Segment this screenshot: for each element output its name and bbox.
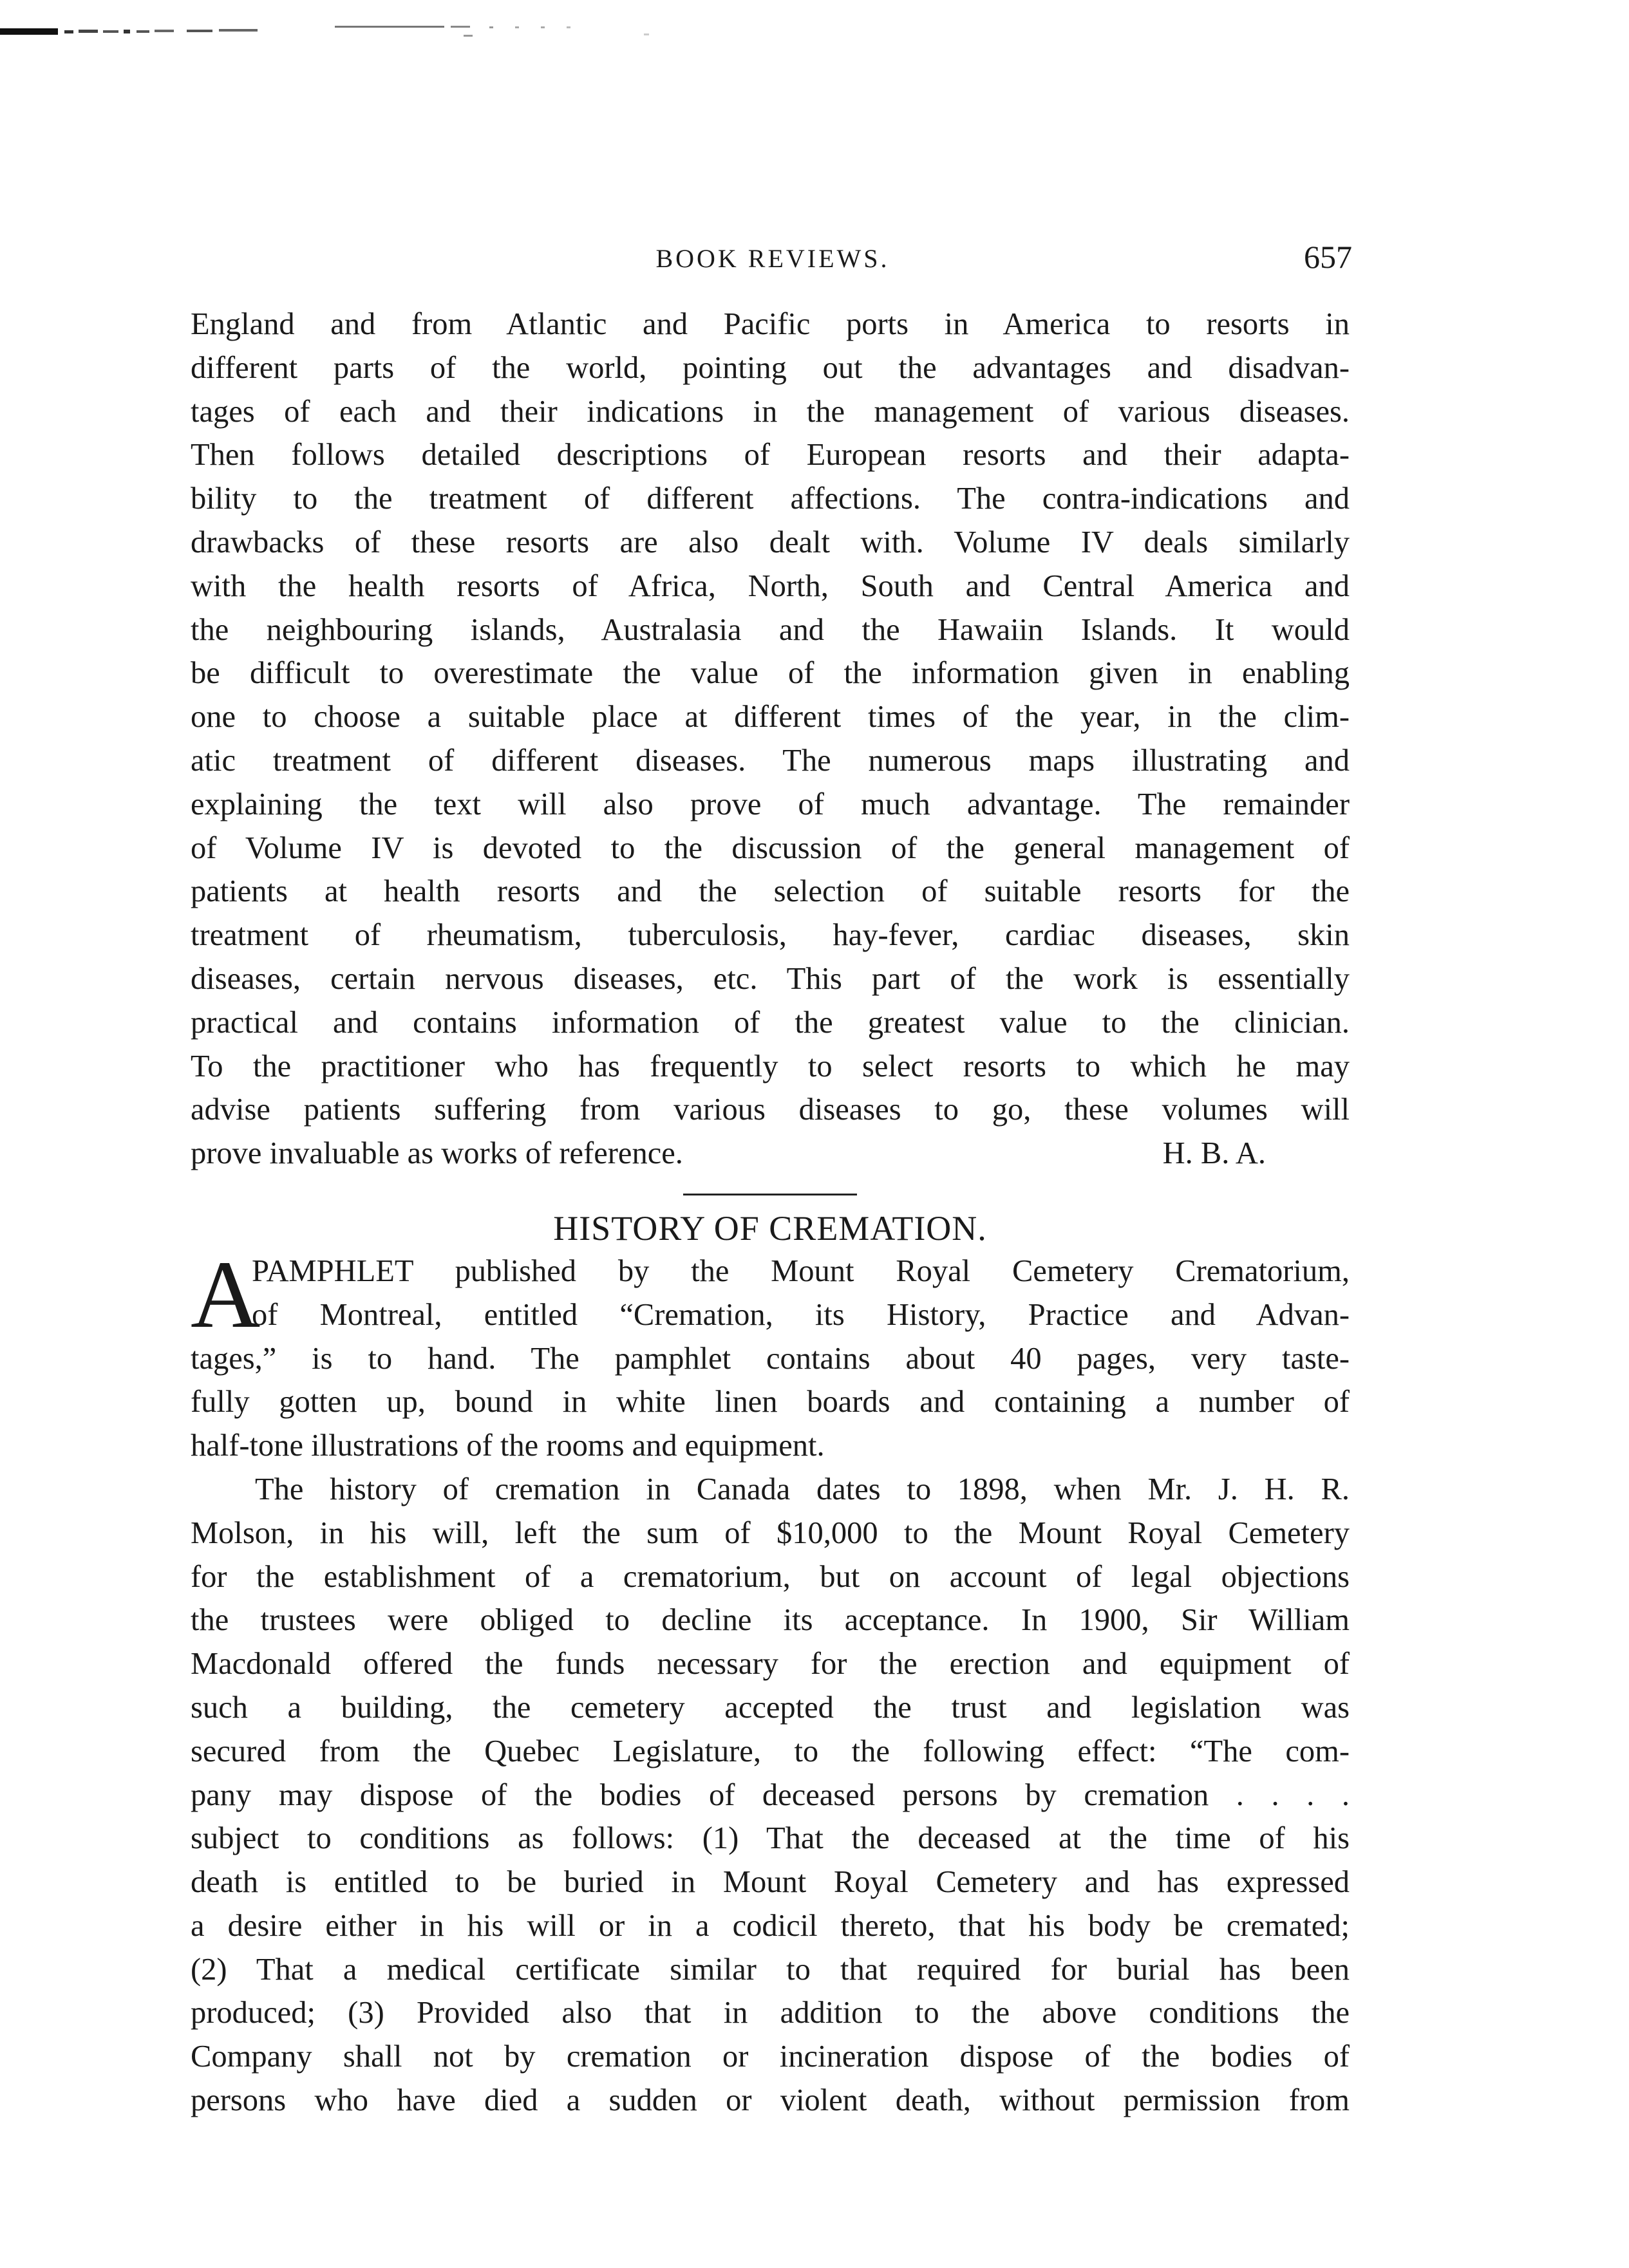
text-line: Then follows detailed descriptions of European resorts and their adapta- bbox=[191, 438, 1350, 473]
text-line: treatment of rheumatism, tuberculosis, hay-fever, cardiac diseases, skin bbox=[191, 918, 1350, 953]
scan-artifact-marks bbox=[0, 23, 721, 39]
text-line: PAMPHLET published by the Mount Royal Cemetery Crematorium, bbox=[252, 1253, 1350, 1288]
text-line: fully gotten up, bound in white linen boards and containing a number of bbox=[191, 1385, 1350, 1420]
text-line: Company shall not by cremation or incineration dispose of the bodies of bbox=[191, 2039, 1350, 2074]
text-line: England and from Atlantic and Pacific ports in America to resorts in bbox=[191, 307, 1350, 341]
text-line: To the practitioner who has frequently to select resorts to which he may bbox=[191, 1049, 1350, 1083]
text-line: Molson, in his will, left the sum of $10,000 to the Mount Royal Cemetery bbox=[191, 1515, 1350, 1550]
text-line: prove invaluable as works of reference. bbox=[191, 1136, 683, 1171]
text-line: (2) That a medical certificate similar to that required for burial has been bbox=[191, 1952, 1350, 1987]
text-line: Macdonald offered the funds necessary for the erection and equipment of bbox=[191, 1647, 1350, 1682]
running-title: BOOK REVIEWS. bbox=[655, 244, 890, 273]
text-line: half-tone illustrations of the rooms and equipment. bbox=[191, 1429, 825, 1463]
text-line: persons who have died a sudden or violent death, without permission from bbox=[191, 2083, 1350, 2118]
text-line: practical and contains information of the greatest value to the clinician. bbox=[191, 1005, 1350, 1040]
running-head bbox=[193, 238, 1352, 277]
text-line: subject to conditions as follows: (1) That the deceased at the time of his bbox=[191, 1821, 1350, 1856]
text-line: the trustees were obliged to decline its acceptance. In 1900, Sir William bbox=[191, 1603, 1350, 1638]
text-line: of Volume IV is devoted to the discussion of the general management of bbox=[191, 830, 1350, 865]
text-column bbox=[191, 303, 1350, 2123]
section-title: HISTORY OF CREMATION. bbox=[553, 1208, 987, 1248]
text-line: secured from the Quebec Legislature, to the following effect: “The com- bbox=[191, 1734, 1350, 1768]
review-closing-line bbox=[191, 1132, 1350, 1176]
drop-cap: A bbox=[191, 1241, 261, 1348]
text-line: with the health resorts of Africa, North, South and Central America and bbox=[191, 568, 1350, 603]
text-line: atic treatment of different diseases. The numerous maps illustrating and bbox=[191, 743, 1350, 778]
text-line: bility to the treatment of different affections. The contra-indications and bbox=[191, 482, 1350, 516]
text-line: be difficult to overestimate the value of the information given in enabling bbox=[191, 656, 1350, 691]
text-line: advise patients suffering from various diseases to go, these volumes will bbox=[191, 1092, 1350, 1127]
text-line: different parts of the world, pointing out the advantages and disadvan- bbox=[191, 350, 1350, 385]
text-line: a desire either in his will or in a codicil thereto, that his body be cremated; bbox=[191, 1908, 1350, 1943]
text-line: such a building, the cemetery accepted the trust and legislation was bbox=[191, 1690, 1350, 1725]
text-line: for the establishment of a crematorium, but on account of legal objections bbox=[191, 1559, 1350, 1594]
history-paragraph bbox=[191, 1468, 1350, 2123]
text-line: patients at health resorts and the selection of suitable resorts for the bbox=[191, 874, 1350, 909]
text-line: tages of each and their indications in the management of various diseases. bbox=[191, 394, 1350, 429]
opening-paragraph-continued bbox=[191, 1337, 1350, 1468]
section-divider bbox=[683, 1194, 857, 1195]
text-line: explaining the text will also prove of much advantage. The remainder bbox=[191, 787, 1350, 821]
opening-paragraph bbox=[191, 1241, 1350, 1348]
reviewer-signature: H. B. A. bbox=[1162, 1136, 1266, 1171]
text-line: tages,” is to hand. The pamphlet contains about 40 pages, very taste- bbox=[191, 1341, 1350, 1376]
text-line: diseases, certain nervous diseases, etc. This part of the work is essentially bbox=[191, 961, 1350, 996]
text-line: produced; (3) Provided also that in addition to the above conditions the bbox=[191, 1996, 1350, 2030]
text-line: The history of cremation in Canada dates to 1898, when Mr. J. H. R. bbox=[255, 1472, 1350, 1506]
text-line: death is entitled to be buried in Mount Royal Cemetery and has expressed bbox=[191, 1865, 1350, 1900]
text-line: one to choose a suitable place at different times of the year, in the clim- bbox=[191, 700, 1350, 735]
review-paragraph bbox=[191, 303, 1350, 1176]
text-line: of Montreal, entitled “Cremation, its History, Practice and Advan- bbox=[252, 1297, 1350, 1332]
text-line: drawbacks of these resorts are also dealt with. Volume IV deals similarly bbox=[191, 525, 1350, 559]
page-number: 657 bbox=[1304, 239, 1352, 275]
text-line: pany may dispose of the bodies of deceased persons by cremation . . . . bbox=[191, 1777, 1350, 1812]
text-line: the neighbouring islands, Australasia and the Hawaiin Islands. It would bbox=[191, 612, 1350, 647]
